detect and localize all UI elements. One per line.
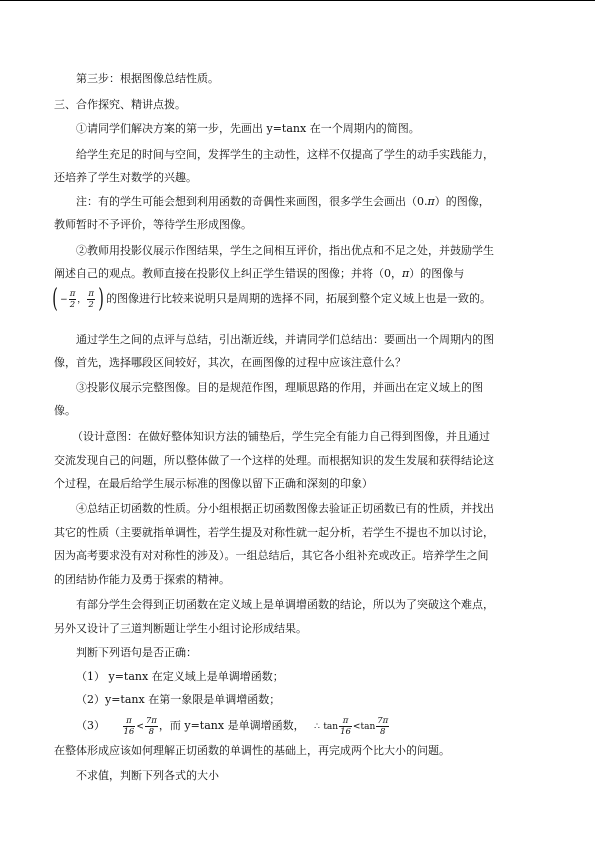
- step-three-line: 第三步：根据图像总结性质。: [76, 72, 219, 85]
- fraction-pi-over-2: $\frac{\pi}{2}$: [69, 288, 76, 310]
- question-item-2: （2）y=tanx 在第一象限是单调增函数；: [76, 693, 281, 706]
- note-text-a: 注：有的学生可能会想到利用函数的奇偶性来画图，很多学生会画出（0.: [76, 195, 428, 208]
- fraction-7pi-over-8: $\frac{7\pi}{8}$: [377, 715, 389, 737]
- right-paren: ): [98, 284, 104, 314]
- paragraph-line: 的团结协作能力及勇于探索的精神。: [54, 573, 230, 586]
- item-3-text: ，而 y=tanx 是单调增函数，: [158, 719, 305, 732]
- tan-label: tan: [360, 722, 376, 732]
- tan-label: tan: [323, 722, 339, 732]
- comma: ，: [77, 295, 87, 305]
- paragraph-line: ②教师用投影仪展示作图结果，学生之间相互评价，指出优点和不足之处，并鼓励学生: [76, 244, 494, 257]
- pi-symbol: π: [427, 195, 435, 208]
- item-number: （3）: [76, 719, 105, 732]
- less-than: <: [136, 722, 144, 732]
- interval-text: 的图像进行比较来说明只是周期的选择不同，拓展到整个定义域上也是一致的。: [106, 292, 492, 305]
- paragraph-line: 交流发现自己的问题，所以整体做了一个这样的处理。而根据知识的发生发展和获得结论这: [54, 454, 494, 467]
- note-text-b: ）的图像，: [434, 195, 490, 208]
- paragraph-line: ①请同学们解决方案的第一步，先画出 y=tanx 在一个周期内的简图。: [76, 122, 420, 135]
- fraction-pi-over-16: $\frac{\pi}{16}$: [123, 715, 135, 737]
- paragraph-line: ③投影仪展示完整图像。目的是规范作图，理顺思路的作用，并画出在定义域上的图: [76, 381, 483, 394]
- paragraph-line: 不求值，判断下列各式的大小: [76, 769, 219, 782]
- paragraph-line: ④总结正切函数的性质。分小组根据正切函数图像去验证正切函数已有的性质，并找出: [76, 502, 494, 515]
- fraction-pi-over-16: $\frac{\pi}{16}$: [340, 715, 351, 737]
- pi-symbol: π: [402, 267, 410, 280]
- paragraph-line: 像。: [54, 404, 76, 417]
- text-b: ）的图像与: [409, 267, 465, 280]
- paragraph-line: 因为高考要求没有对对称性的涉及）。一组总结后，其它各小组补充或改正。培养学生之间: [54, 549, 489, 562]
- left-paren: (: [52, 284, 58, 314]
- design-intent-line: （设计意图：在做好整体知识方法的铺垫后，学生完全有能力自己得到图像，并且通过: [72, 430, 490, 443]
- interval-line: [54, 284, 491, 315]
- page-top-rule: [0, 0, 595, 1]
- paragraph-line: 有部分学生会得到正切函数在定义域上是单调增函数的结论，所以为了突破这个难点，: [76, 598, 494, 611]
- fraction-7pi-over-8: $\frac{7\pi}{8}$: [145, 715, 157, 737]
- question-item-3: [76, 710, 390, 743]
- paragraph-line: 其它的性质（主要就指单调性，若学生提及对称性就一起分析，若学生不提也不加以讨论，: [54, 526, 494, 539]
- paragraph-line: 另外又设计了三道判断题让学生小组讨论形成结果。: [54, 622, 307, 635]
- text-a: 阐述自己的观点。教师直接在投影仪上纠正学生错误的图像；并将（0，: [54, 267, 402, 280]
- minus-sign: −: [60, 295, 68, 305]
- paragraph-line: 给学生充足的时间与空间，发挥学生的主动性，这样不仅提高了学生的动手实践能力，: [76, 148, 494, 161]
- therefore-symbol: ∴: [314, 722, 320, 732]
- paragraph-line: 教师暂时不予评价，等待学生形成图像。: [54, 218, 252, 231]
- less-than: <: [352, 722, 361, 732]
- paragraph-line: 个过程，在最后给学生展示标准的图像以留下正确和深刻的印象）: [54, 477, 373, 490]
- paragraph-line: [54, 267, 464, 281]
- question-item-1: （1） y=tanx 在定义域上是单调增函数；: [76, 670, 284, 683]
- section-three-heading: 三、合作探究、精讲点拨。: [54, 98, 186, 111]
- paragraph-line: 通过学生之间的点评与总结，引出渐近线，并请同学们总结出：要画出一个周期内的图: [76, 333, 494, 346]
- note-line: [76, 195, 490, 209]
- paragraph-line: 还培养了学生对数学的兴趣。: [54, 171, 197, 184]
- paragraph-line: 像，首先，选择哪段区间较好，其次，在画图像的过程中应该注意什么？: [54, 356, 406, 369]
- paragraph-line: 在整体形成应该如何理解正切函数的单调性的基础上，再完成两个比大小的问题。: [54, 744, 450, 757]
- question-heading: 判断下列语句是否正确：: [76, 646, 197, 659]
- fraction-pi-over-2: $\frac{\pi}{2}$: [88, 288, 94, 310]
